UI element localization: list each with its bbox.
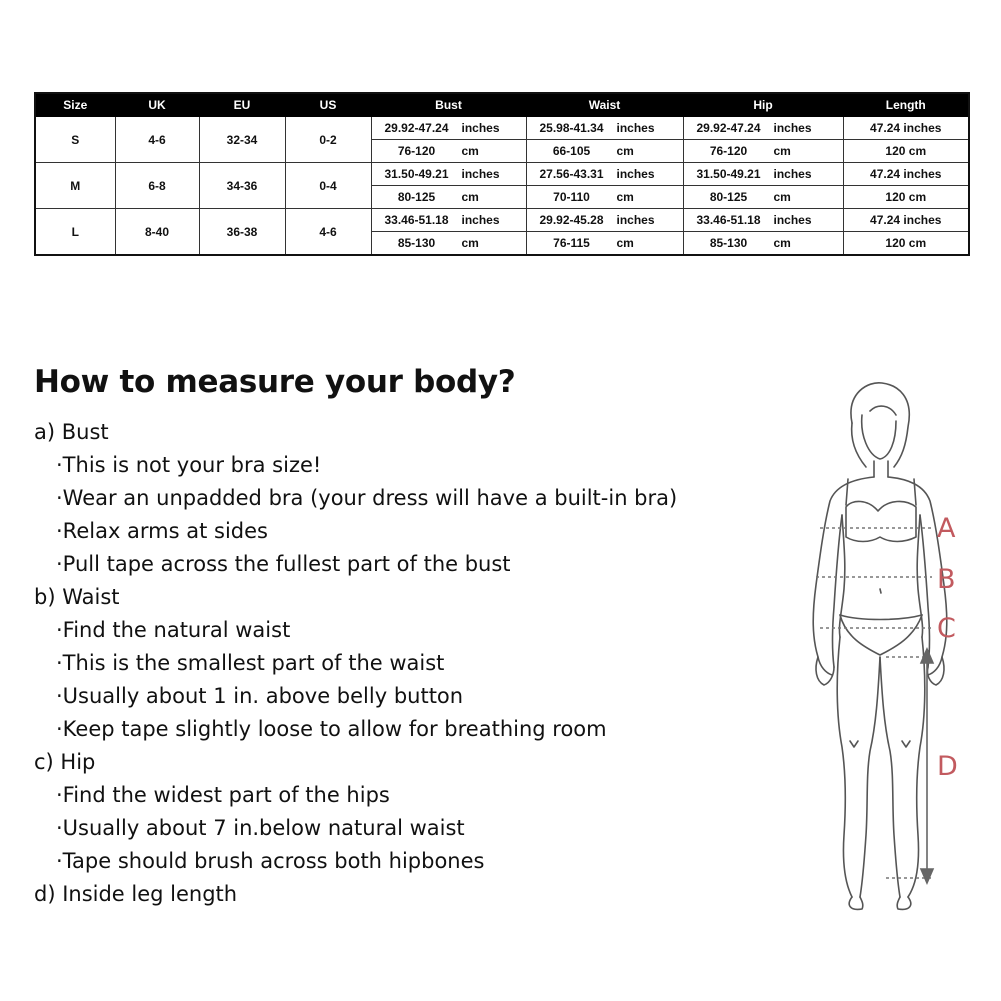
cell-hip-cm: 80-125 cm [683, 186, 843, 209]
cell-length-inches: 47.24 inches [843, 117, 969, 140]
header-bust: Bust [371, 93, 526, 117]
cell-hip-cm: 76-120 cm [683, 140, 843, 163]
cell-waist-cm: 70-110 cm [526, 186, 683, 209]
cell-waist-inches: 27.56-43.31 inches [526, 163, 683, 186]
header-eu: EU [199, 93, 285, 117]
cell-uk: 8-40 [115, 209, 199, 256]
guide-title: How to measure your body? [34, 364, 516, 400]
cell-us: 0-4 [285, 163, 371, 209]
cell-waist-cm: 76-115 cm [526, 232, 683, 256]
cell-bust-cm: 85-130 cm [371, 232, 526, 256]
cell-hip-inches: 33.46-51.18 inches [683, 209, 843, 232]
header-hip: Hip [683, 93, 843, 117]
waist-marker-label: B [937, 564, 956, 595]
cell-uk: 6-8 [115, 163, 199, 209]
waist-tip: ·This is the smallest part of the waist [56, 651, 445, 675]
bust-tip: ·Wear an unpadded bra (your dress will have a built-in bra) [56, 486, 678, 510]
bust-tip: ·Relax arms at sides [56, 519, 268, 543]
cell-length-inches: 47.24 inches [843, 163, 969, 186]
cell-waist-inches: 29.92-45.28 inches [526, 209, 683, 232]
hip-tip: ·Tape should brush across both hipbones [56, 849, 485, 873]
cell-eu: 34-36 [199, 163, 285, 209]
hip-tip: ·Usually about 7 in.below natural waist [56, 816, 465, 840]
table-row [35, 163, 969, 186]
cell-us: 0-2 [285, 117, 371, 163]
cell-us: 4-6 [285, 209, 371, 256]
table-header-row [35, 93, 969, 117]
cell-hip-inches: 31.50-49.21 inches [683, 163, 843, 186]
cell-bust-inches: 29.92-47.24 inches [371, 117, 526, 140]
cell-eu: 32-34 [199, 117, 285, 163]
table-row [35, 117, 969, 140]
hip-tip: ·Find the widest part of the hips [56, 783, 390, 807]
waist-tip: ·Find the natural waist [56, 618, 291, 642]
cell-size: S [35, 117, 115, 163]
section-hip-title: c) Hip [34, 750, 96, 774]
header-length: Length [843, 93, 969, 117]
cell-bust-inches: 33.46-51.18 inches [371, 209, 526, 232]
header-size: Size [35, 93, 115, 117]
cell-size: M [35, 163, 115, 209]
cell-bust-inches: 31.50-49.21 inches [371, 163, 526, 186]
cell-bust-cm: 80-125 cm [371, 186, 526, 209]
waist-tip: ·Usually about 1 in. above belly button [56, 684, 464, 708]
cell-hip-inches: 29.92-47.24 inches [683, 117, 843, 140]
cell-length-cm: 120 cm [843, 140, 969, 163]
cell-length-cm: 120 cm [843, 186, 969, 209]
body-measurement-figure [790, 375, 990, 935]
cell-waist-inches: 25.98-41.34 inches [526, 117, 683, 140]
bust-tip: ·This is not your bra size! [56, 453, 322, 477]
table-row [35, 209, 969, 232]
leg-length-marker-label: D [937, 751, 958, 782]
section-leg-length-title: d) Inside leg length [34, 882, 238, 906]
header-waist: Waist [526, 93, 683, 117]
cell-length-cm: 120 cm [843, 232, 969, 256]
header-us: US [285, 93, 371, 117]
bust-marker-label: A [937, 513, 956, 544]
waist-tip: ·Keep tape slightly loose to allow for breathing room [56, 717, 607, 741]
cell-size: L [35, 209, 115, 256]
cell-uk: 4-6 [115, 117, 199, 163]
cell-hip-cm: 85-130 cm [683, 232, 843, 256]
body-outline-illustration [790, 375, 990, 935]
cell-waist-cm: 66-105 cm [526, 140, 683, 163]
bust-tip: ·Pull tape across the fullest part of the bust [56, 552, 511, 576]
cell-eu: 36-38 [199, 209, 285, 256]
cell-bust-cm: 76-120 cm [371, 140, 526, 163]
cell-length-inches: 47.24 inches [843, 209, 969, 232]
hip-marker-label: C [937, 613, 956, 644]
measurement-guide [34, 362, 734, 911]
section-bust-title: a) Bust [34, 420, 109, 444]
section-waist-title: b) Waist [34, 585, 120, 609]
header-uk: UK [115, 93, 199, 117]
size-chart-table [34, 92, 970, 256]
